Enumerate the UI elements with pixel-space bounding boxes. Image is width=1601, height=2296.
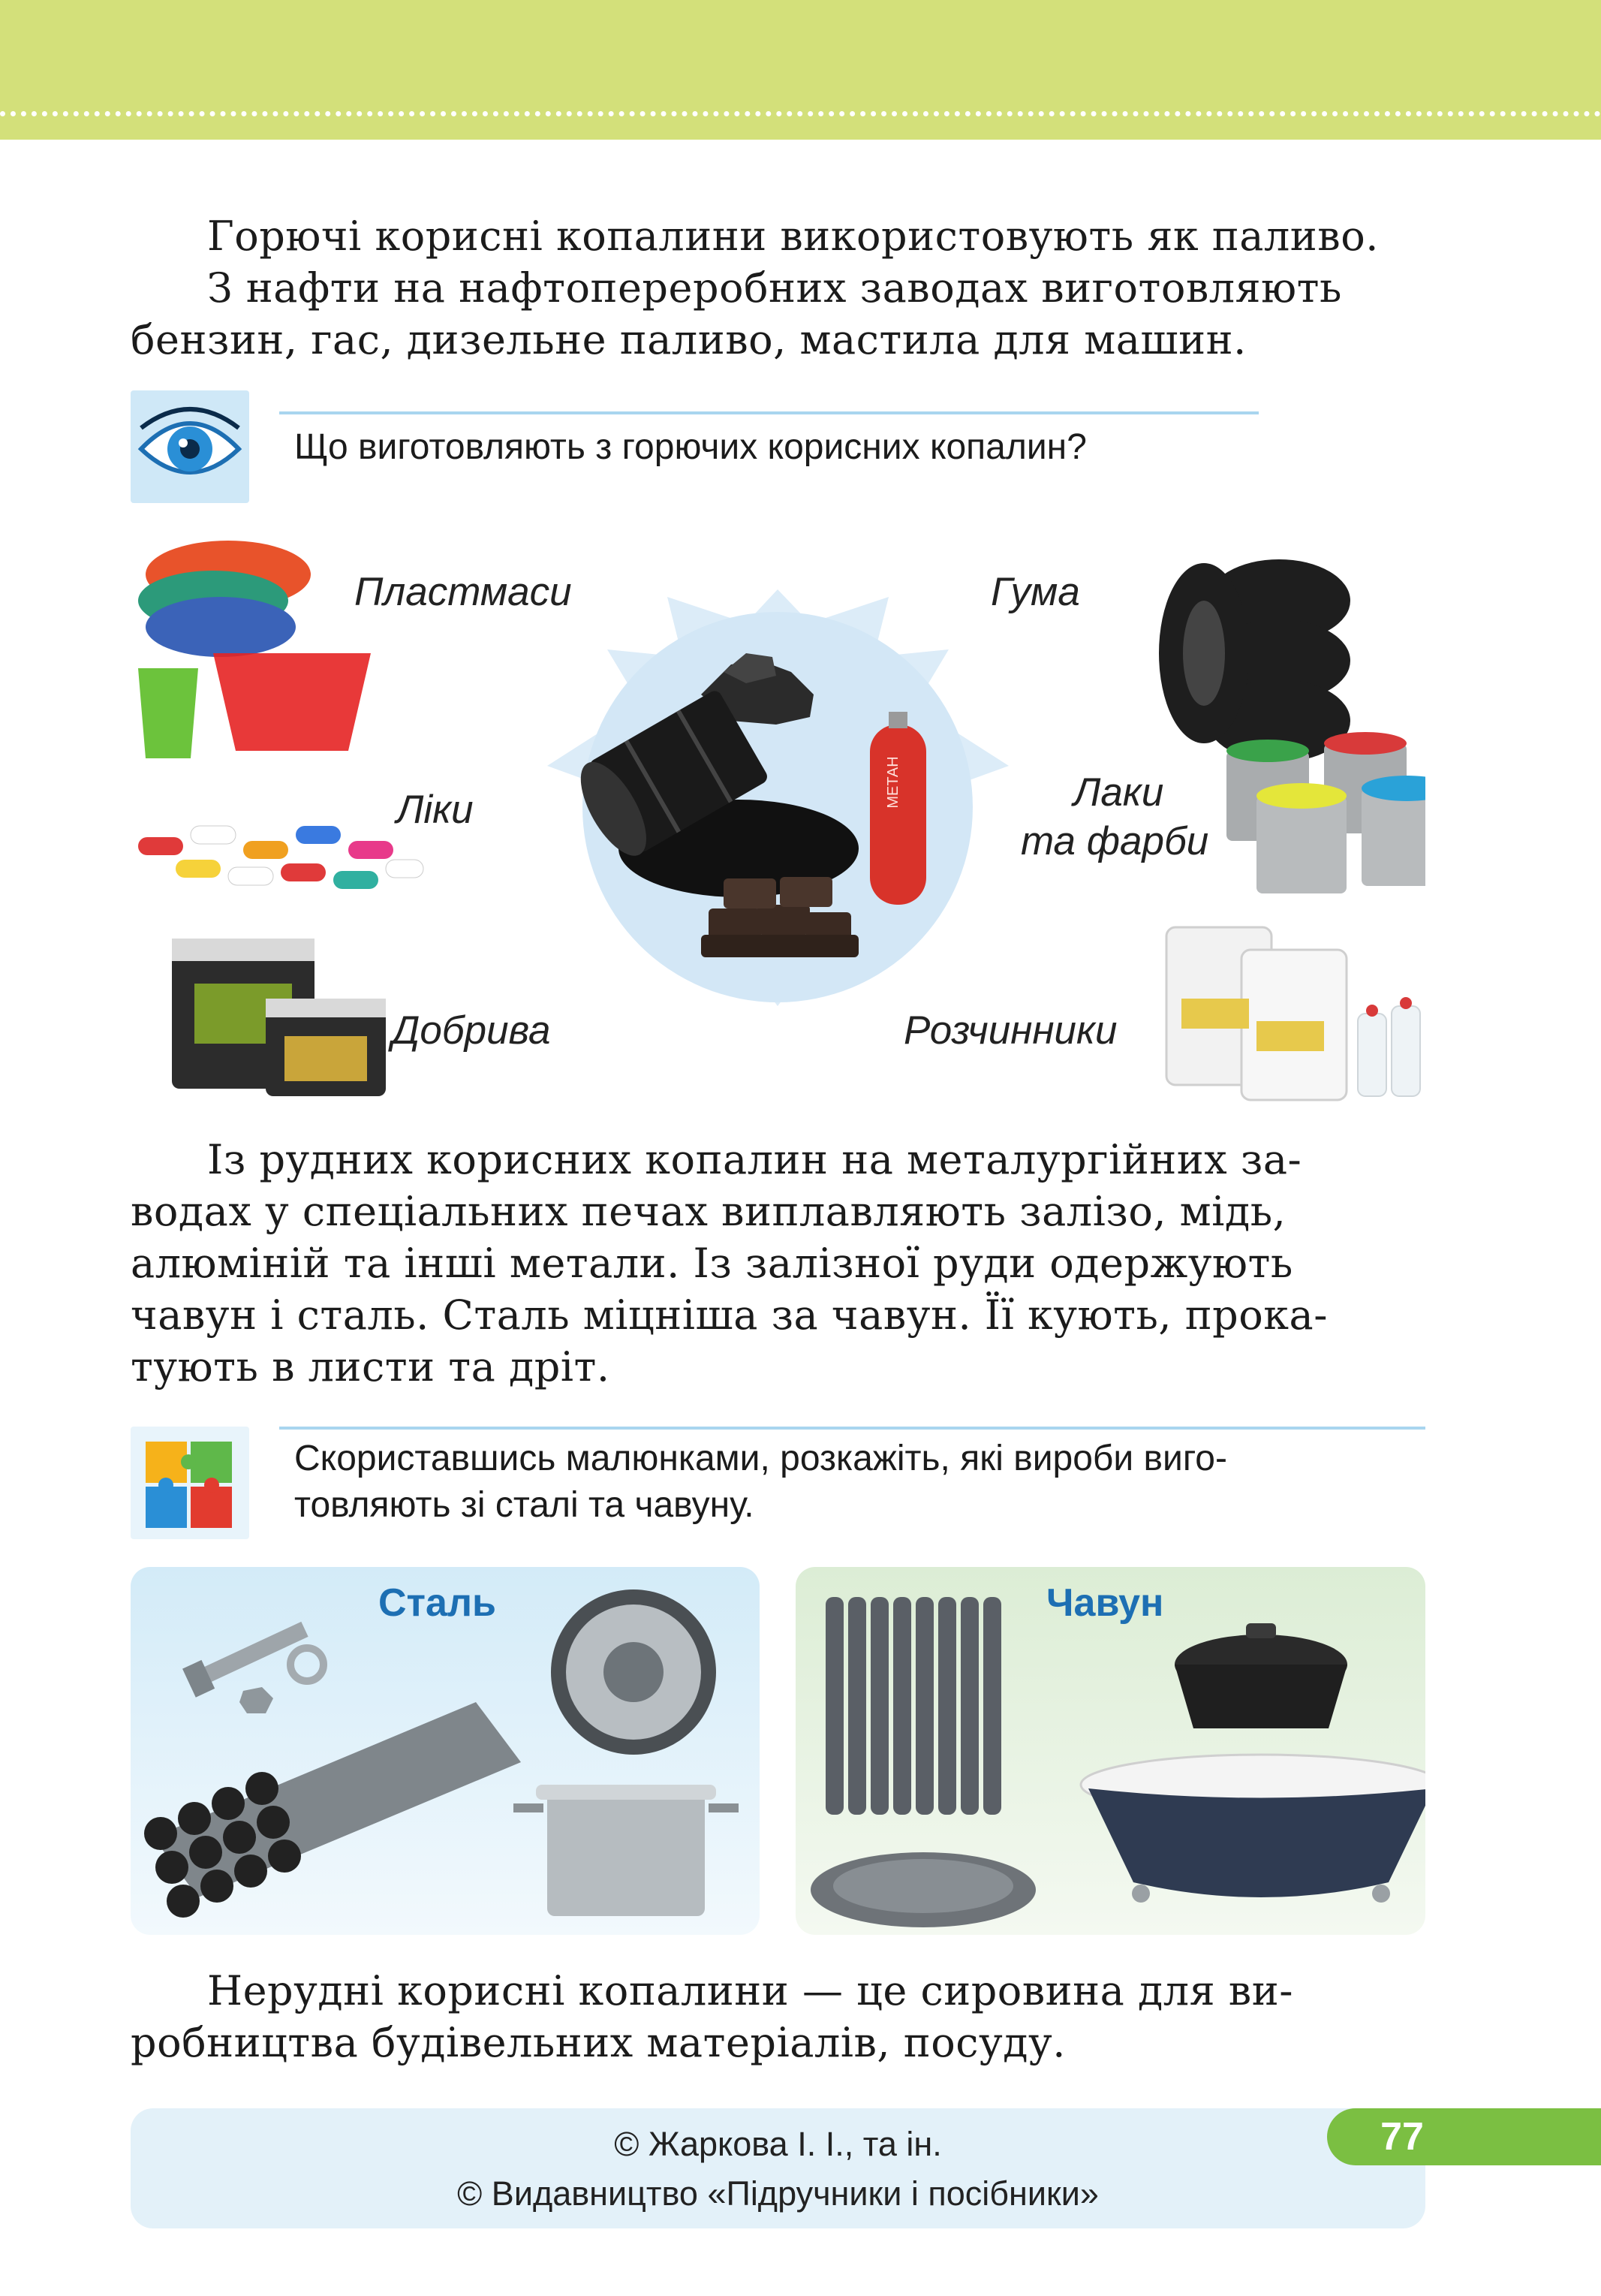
paragraph-fuel-use [131, 210, 1425, 366]
label-plastics: Пластмаси [354, 570, 572, 614]
paragraph-line: чавун і сталь. Сталь міцніша за чавун. Її кують, прока- [131, 1291, 1328, 1339]
label-paints-line2: та фарби [1021, 819, 1209, 863]
eye-icon [131, 390, 249, 503]
steel-title: Сталь [378, 1581, 496, 1625]
paragraph-line: бензин, гас, дизельне паливо, мастила для машин. [131, 316, 1247, 363]
label-rubber: Гума [991, 570, 1080, 614]
page-number: 77 [1380, 2115, 1424, 2159]
label-paints-line1: Лаки [1073, 770, 1164, 815]
paragraph-line: Горючі корисні копалини використовують як паливо. [207, 212, 1379, 260]
paragraph-ores [131, 1134, 1425, 1393]
methane-label: МЕТАН [885, 756, 901, 809]
task-instruction-line: товляють зі сталі та чавуну. [294, 1485, 754, 1525]
steel-panel [131, 1567, 760, 1935]
paragraph-line: З нафти на нафтопереробних заводах виготовляють [207, 264, 1342, 312]
divider [279, 1427, 1425, 1430]
cast-iron-panel [796, 1567, 1425, 1935]
label-medicine: Ліки [396, 788, 474, 832]
puzzle-icon [131, 1427, 249, 1539]
divider [279, 411, 1259, 414]
copyright-publisher: © Видавництво «Підручники і посібники» [457, 2174, 1099, 2213]
copyright-authors: © Жаркова І. І., та ін. [614, 2125, 942, 2163]
label-solvents: Розчинники [904, 1008, 1118, 1053]
task-instruction [294, 1436, 1227, 1529]
label-fertilizers: Добрива [392, 1008, 551, 1053]
paragraph-line: Із рудних корисних копалин на металургійних за- [207, 1136, 1302, 1183]
page-number-tab [1327, 2108, 1601, 2165]
cast-iron-title: Чавун [1046, 1581, 1164, 1625]
paragraph-nonmetallic [131, 1965, 1425, 2069]
task-question: Що виготовляють з горючих корисних копалин? [294, 427, 1087, 467]
paragraph-line: алюміній та інші метали. Із залізної руди одержують [131, 1240, 1293, 1287]
paragraph-line: тують в листи та дріт. [131, 1343, 610, 1391]
footer [131, 2108, 1425, 2228]
task-instruction-line: Скориставшись малюнками, розкажіть, які вироби виго- [294, 1439, 1227, 1478]
fuel-products-infographic [131, 518, 1425, 1111]
paragraph-line: водах у спеціальних печах виплавляють залізо, мідь, [131, 1188, 1287, 1235]
paragraph-line: Нерудні корисні копалини — це сировина для ви- [207, 1967, 1293, 2014]
header-band [0, 0, 1601, 140]
paragraph-line: робництва будівельних матеріалів, посуду. [131, 2019, 1066, 2066]
